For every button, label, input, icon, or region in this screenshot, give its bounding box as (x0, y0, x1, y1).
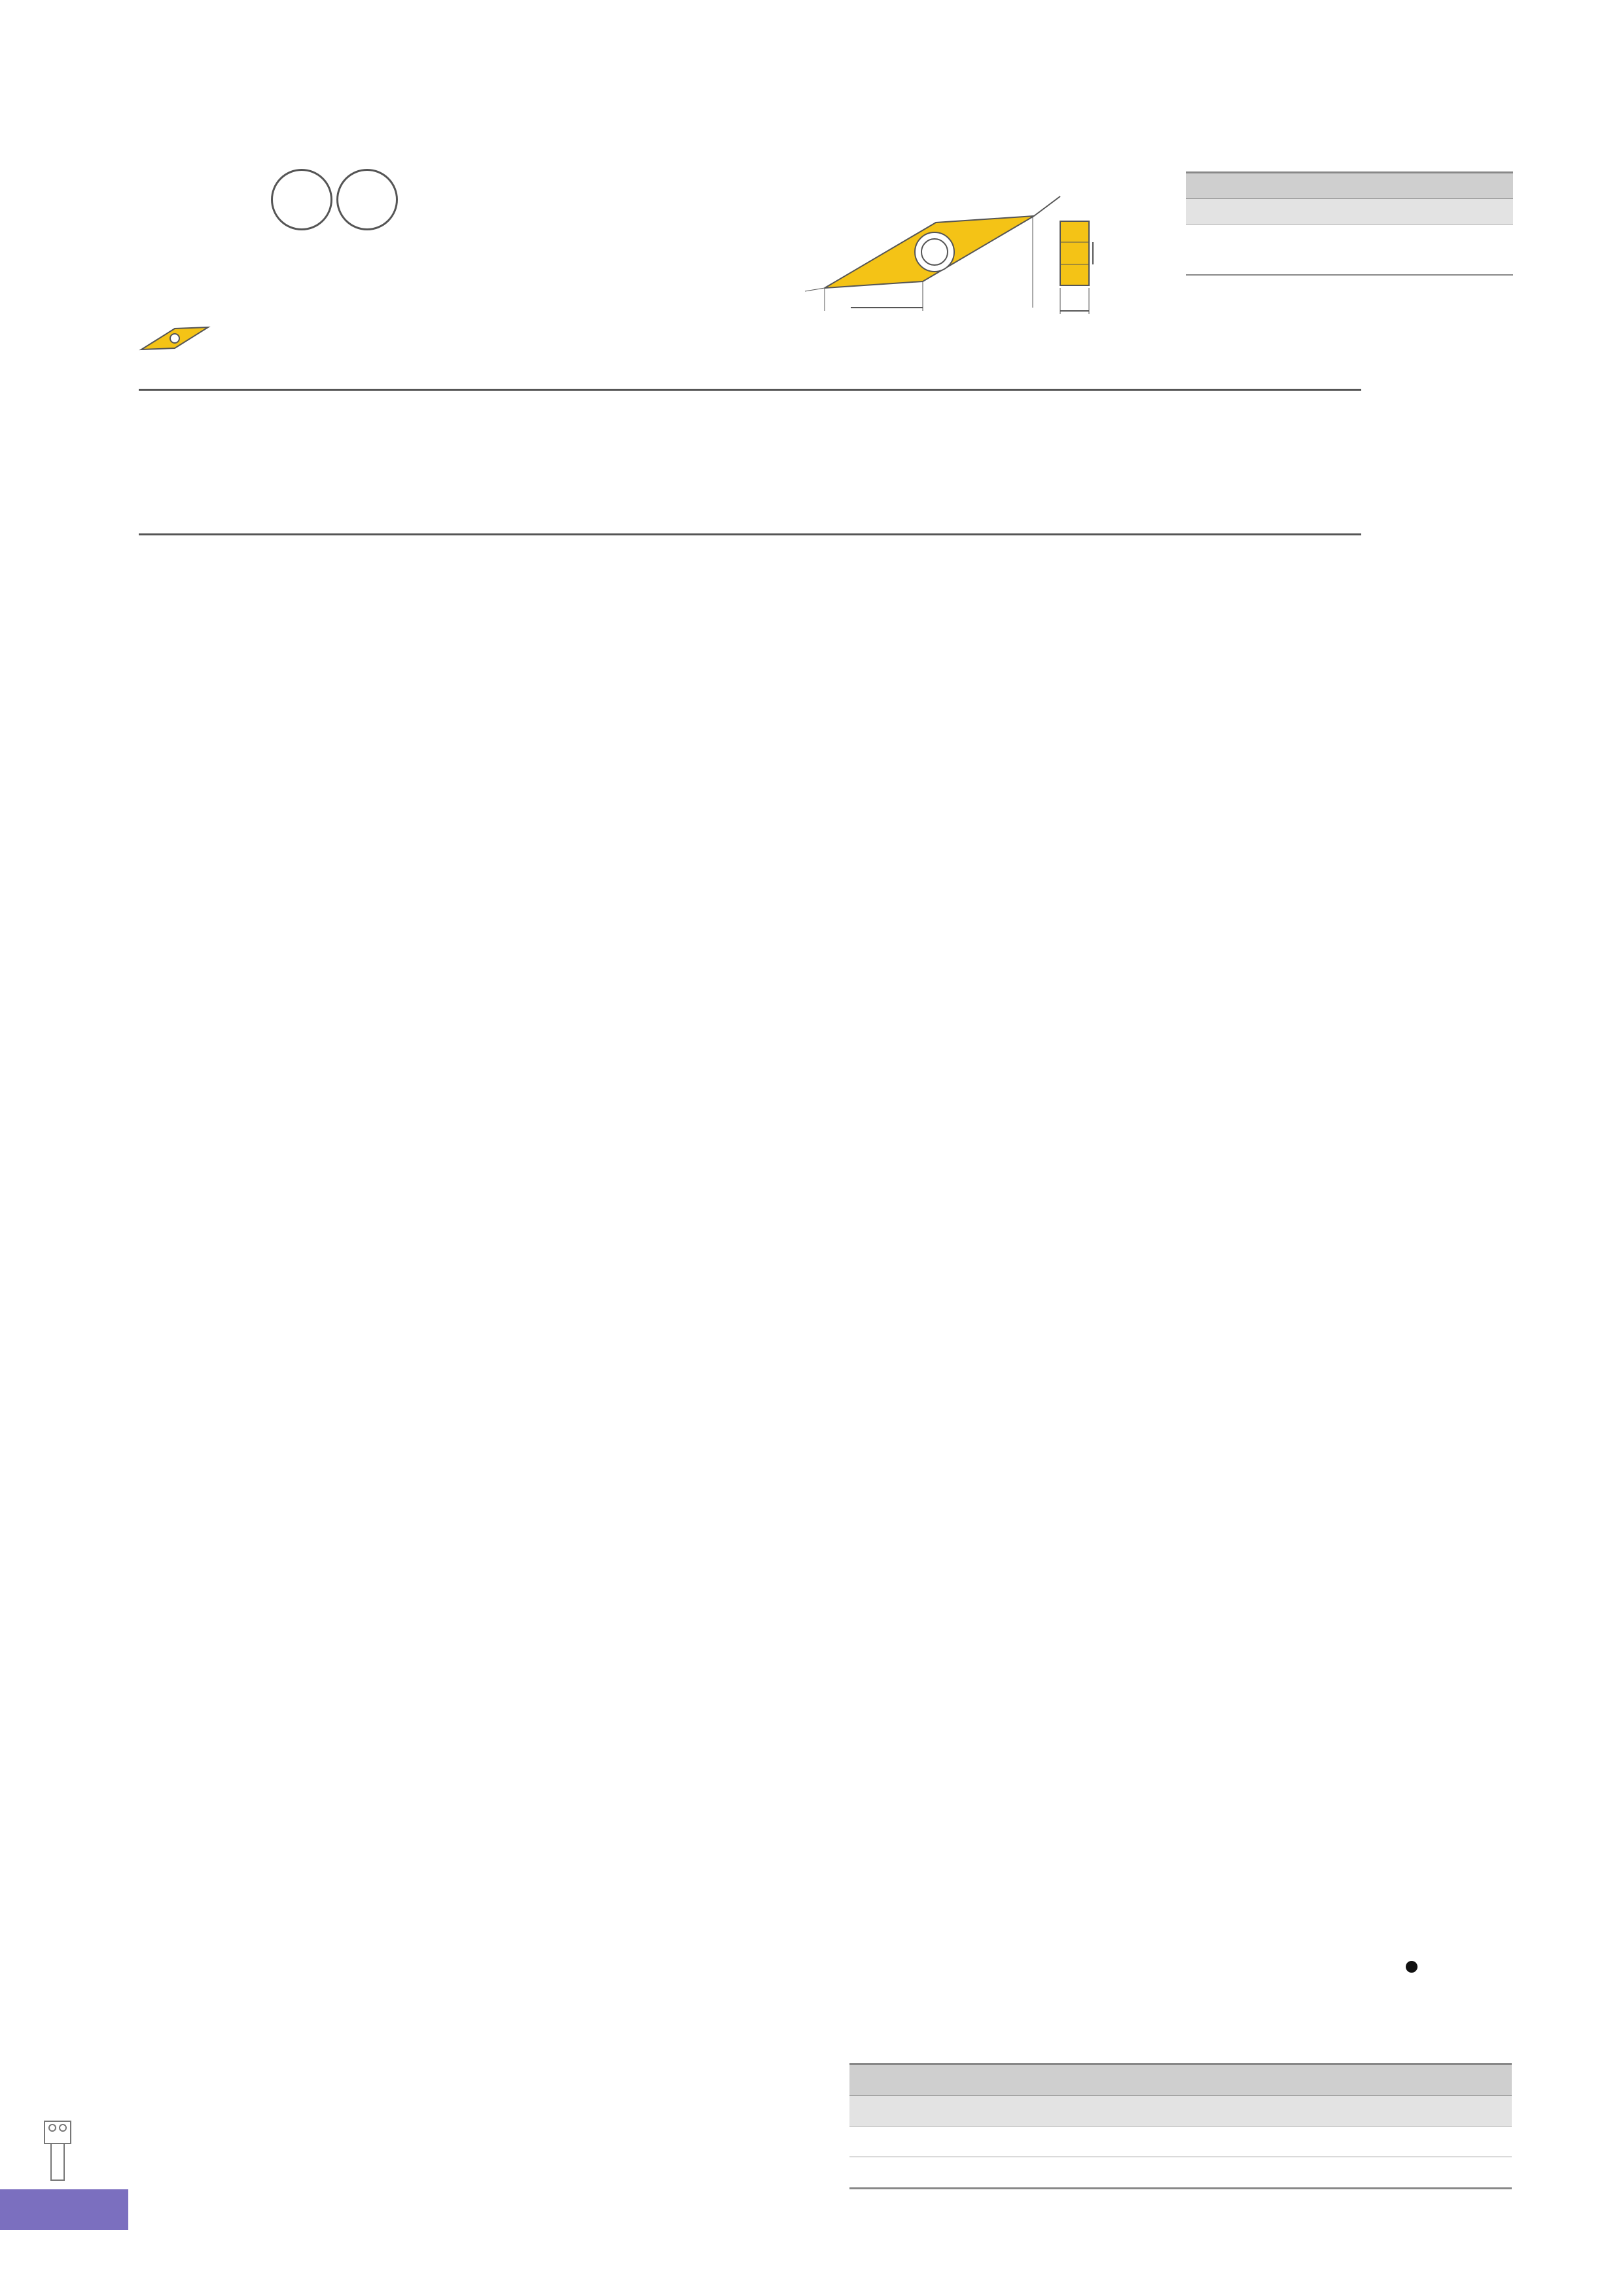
th-header (1181, 2096, 1346, 2126)
dim-cell (1186, 249, 1268, 275)
dimensions-title (1186, 173, 1513, 199)
holder-page[interactable] (1015, 2157, 1181, 2189)
holder-designation[interactable] (849, 2126, 1015, 2157)
dim-cell (1349, 249, 1431, 275)
workpiece-table (139, 389, 1361, 535)
workpiece-label (143, 393, 188, 528)
code-placeholder-circle (271, 169, 332, 230)
dim-header (1268, 199, 1349, 224)
dim-header (1431, 199, 1513, 224)
code-placeholder-circle (336, 169, 398, 230)
th-header (849, 2096, 1015, 2126)
tool-holders-table (849, 2063, 1512, 2189)
insert-dimension-diagram (785, 177, 1152, 327)
holder-page[interactable] (1346, 2157, 1512, 2189)
dim-cell (1268, 249, 1349, 275)
rhombic-insert-icon (139, 323, 211, 353)
holder-designation[interactable] (849, 2157, 1015, 2189)
dim-header (1349, 199, 1431, 224)
holder-page[interactable] (1015, 2126, 1181, 2157)
holder-page[interactable] (1346, 2126, 1512, 2157)
dim-cell (1349, 224, 1431, 250)
dim-cell (1186, 224, 1268, 250)
holder-designation[interactable] (1181, 2126, 1346, 2157)
holder-designation[interactable] (1181, 2157, 1346, 2189)
th-header (1346, 2096, 1512, 2126)
dim-cell (1268, 224, 1349, 250)
th-header (1015, 2096, 1181, 2126)
dim-cell (1431, 249, 1513, 275)
stock-dot-icon (1406, 1961, 1418, 1973)
chapter-tab[interactable] (0, 2189, 128, 2230)
dimensions-table (1186, 171, 1513, 276)
dim-cell (1431, 224, 1513, 250)
stock-legend (1406, 1956, 1418, 1976)
tool-holders-title (849, 2064, 1512, 2096)
turning-tool-icon (41, 2117, 86, 2183)
dim-header (1186, 199, 1268, 224)
